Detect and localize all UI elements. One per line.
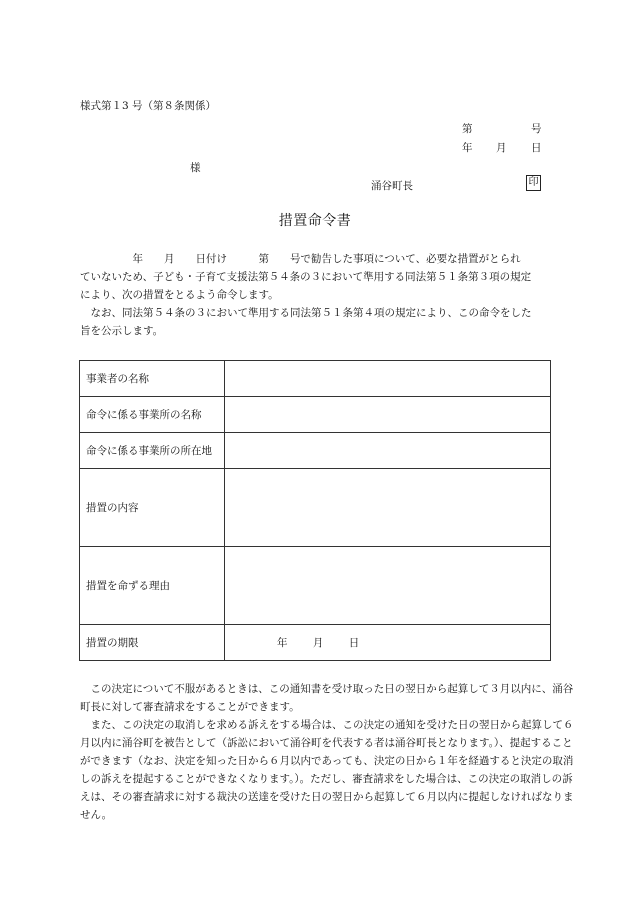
table-value (225, 547, 551, 625)
table-row (80, 397, 551, 433)
appeal-notice-line: 町長に対して審査請求をすることができます。 (80, 701, 300, 713)
order-body-line: ていないため、子ども・子育て支援法第５４条の３において準用する同法第５１条第３項の規定 (80, 271, 532, 283)
order-body (80, 250, 552, 340)
table-label: 命令に係る事業所の所在地 (80, 433, 225, 469)
issuer-name: 涌谷町長 (371, 180, 413, 192)
appeal-notice (80, 680, 574, 824)
table-row (80, 625, 551, 661)
appeal-notice-line: この決定について不服があるときは、この通知書を受け取った日の翌日から起算して３月以内に、涌谷 (80, 683, 574, 695)
deadline-month: 月 (312, 637, 324, 649)
addressee-honorific: 様 (190, 162, 201, 174)
appeal-notice-line: 月以内に涌谷町を被告として（訴訟において涌谷町を代表する者は涌谷町長となります。）、提起すること (80, 737, 573, 749)
table-row (80, 547, 551, 625)
table-value (225, 397, 551, 433)
table-value (225, 433, 551, 469)
appeal-notice-line: えは、その審査請求に対する裁決の送達を受けた日の翌日から起算して６月以内に提起しなければなりま (80, 791, 574, 803)
appeal-notice-line: しの訴えを提起することができなくなります。）。ただし、審査請求をした場合は、この決定の取消しの訴 (80, 773, 573, 785)
table-label: 命令に係る事業所の名称 (80, 397, 225, 433)
appeal-notice-line: ができます（なお、決定を知った日から６月以内であっても、決定の日から１年を経過すると決定の取消 (80, 755, 574, 767)
table-value (225, 361, 551, 397)
order-body-line: により、次の措置をとるよう命令します。 (80, 289, 279, 301)
appeal-notice-line: せん。 (80, 809, 113, 821)
table-label: 事業者の名称 (80, 361, 225, 397)
order-body-line: なお、同法第５４条の３において準用する同法第５１条第４項の規定により、この命令をした (80, 307, 532, 319)
order-body-line: 旨を公示します。 (80, 325, 164, 337)
table-row (80, 433, 551, 469)
form-number: 様式第１3 号（第８条関係） (80, 100, 217, 112)
number-go: 号 (531, 123, 542, 135)
appeal-notice-line: また、この決定の取消しを求める訴えをする場合は、この決定の通知を受けた日の翌日から起算して６ (80, 719, 574, 731)
table-row (80, 361, 551, 397)
order-details-table (79, 360, 551, 661)
table-label: 措置の内容 (80, 469, 225, 547)
seal-stamp: 印 (526, 175, 541, 191)
deadline-value (225, 625, 551, 661)
table-label: 措置を命ずる理由 (80, 547, 225, 625)
deadline-day: 日 (348, 637, 360, 649)
document-title: 措置命令書 (278, 213, 352, 229)
table-label: 措置の期限 (80, 625, 225, 661)
date-day: 日 (531, 142, 542, 154)
table-value (225, 469, 551, 547)
deadline-year: 年 (277, 637, 288, 649)
number-dai: 第 (462, 123, 473, 135)
date-month: 月 (496, 142, 507, 154)
table-row (80, 469, 551, 547)
order-body-line: 年 月 日付け 第 号で勧告した事項について、必要な措置がとられ (80, 253, 521, 265)
date-year: 年 (462, 142, 473, 154)
